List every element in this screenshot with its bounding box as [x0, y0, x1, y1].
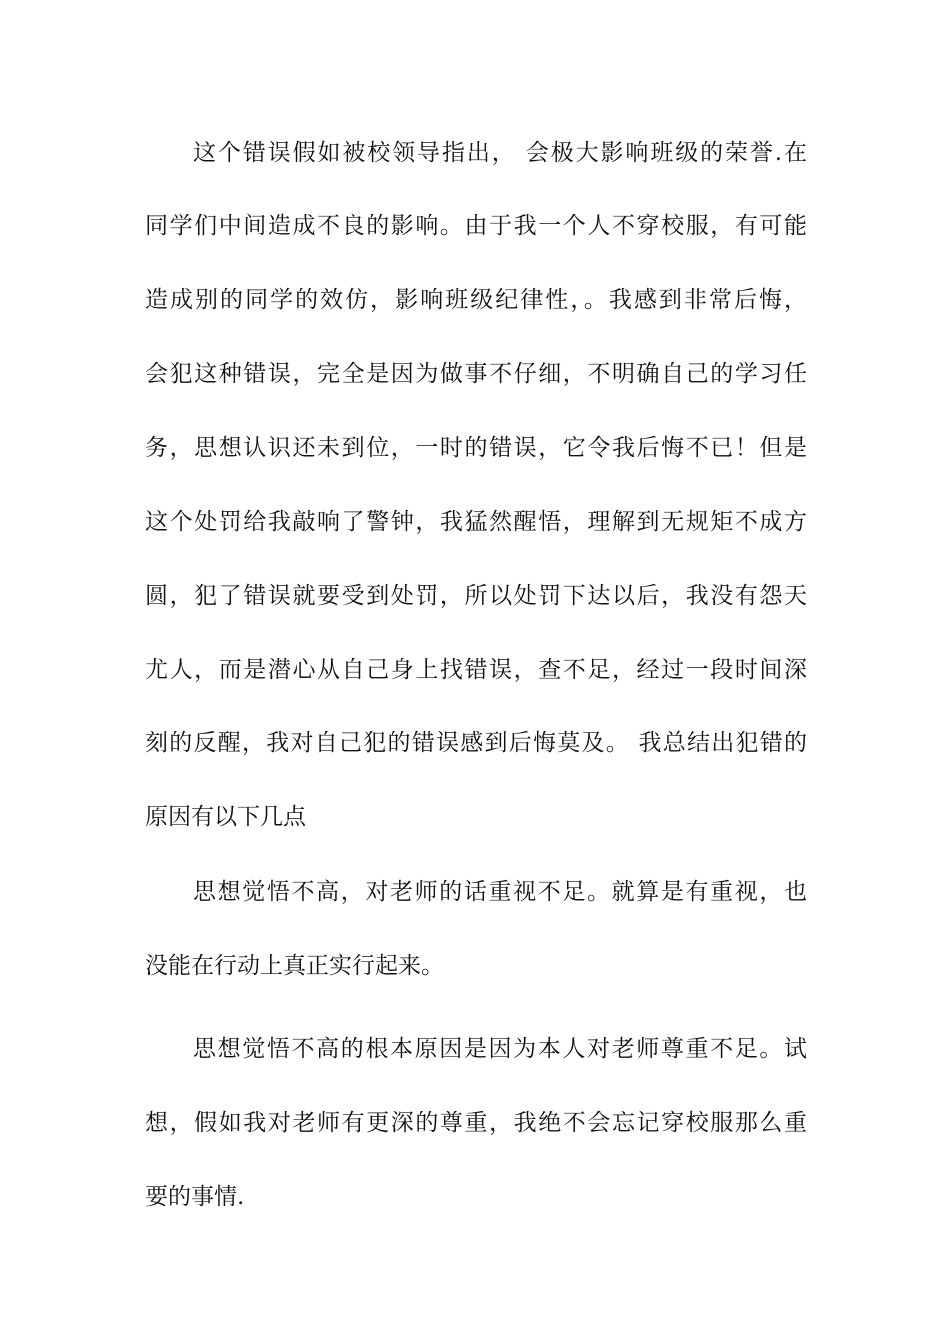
paragraph-1-line-7: 圆，犯了错误就要受到处罚，所以处罚下达以后，我没有怨天 — [145, 583, 807, 609]
paragraph-1-line-10: 原因有以下几点 — [145, 804, 306, 830]
paragraph-3-line-1: 思想觉悟不高的根本原因是因为本人对老师尊重不足。试 — [193, 1036, 807, 1062]
paragraph-1-line-6: 这个处罚给我敲响了警钟，我猛然醒悟，理解到无规矩不成方 — [145, 509, 807, 535]
paragraph-1-line-8: 尤人，而是潜心从自己身上找错误，查不足，经过一段时间深 — [145, 657, 807, 683]
paragraph-2-line-1: 思想觉悟不高，对老师的话重视不足。就算是有重视，也 — [193, 879, 807, 905]
paragraph-2-line-2: 没能在行动上真正实行起来。 — [145, 953, 444, 979]
paragraph-1-line-4: 会犯这种错误，完全是因为做事不仔细，不明确自己的学习任 — [145, 361, 807, 387]
paragraph-1-line-9: 刻的反醒，我对自己犯的错误感到后悔莫及。 我总结出犯错的 — [145, 730, 807, 756]
paragraph-1-line-3: 造成别的同学的效仿，影响班级纪律性，。我感到非常后悔， — [145, 287, 807, 313]
paragraph-1-line-2: 同学们中间造成不良的影响。由于我一个人不穿校服，有可能 — [145, 213, 807, 239]
paragraph-3-line-2: 想，假如我对老师有更深的尊重，我绝不会忘记穿校服那么重 — [145, 1110, 807, 1136]
paragraph-1-line-5: 务，思想认识还未到位，一时的错误，它令我后悔不已！但是 — [145, 435, 807, 461]
paragraph-1-line-1: 这个错误假如被校领导指出， 会极大影响班级的荣誉.在 — [193, 140, 807, 166]
paragraph-3-line-3: 要的事情. — [145, 1184, 245, 1210]
